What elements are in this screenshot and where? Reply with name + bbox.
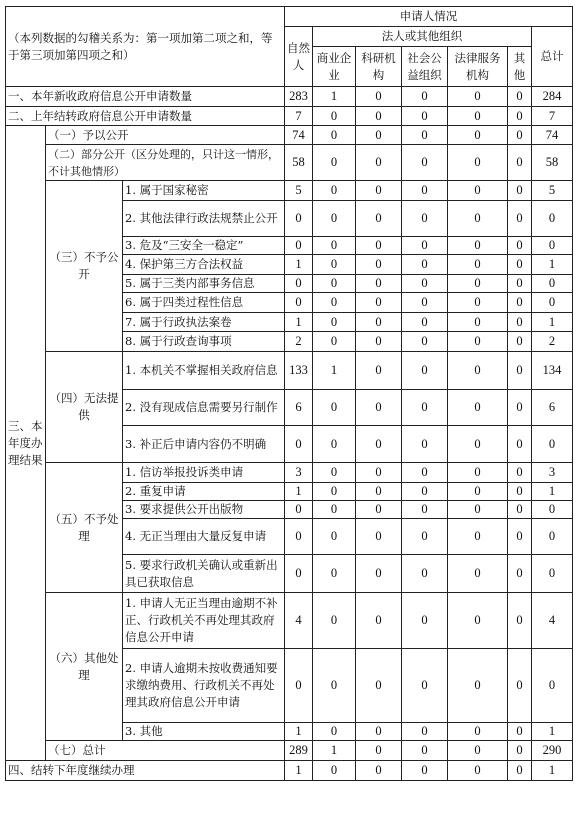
partial-disclosure-row — [6, 145, 573, 181]
value-cell: 0 — [402, 555, 448, 593]
value-cell: 1 — [532, 313, 573, 332]
value-cell: 0 — [356, 390, 402, 426]
value-cell: 0 — [508, 555, 532, 593]
value-cell: 0 — [356, 483, 402, 501]
value-cell: 0 — [313, 519, 356, 555]
natural-person-header: 自然人 — [285, 27, 313, 87]
value-cell: 0 — [402, 761, 448, 781]
value-cell: 0 — [356, 332, 402, 352]
value-cell: 0 — [356, 237, 402, 255]
value-cell: 58 — [285, 145, 313, 181]
value-cell: 0 — [448, 555, 508, 593]
value-cell: 0 — [285, 519, 313, 555]
value-cell: 74 — [532, 126, 573, 145]
value-cell: 58 — [532, 145, 573, 181]
value-cell: 0 — [402, 313, 448, 332]
value-cell: 0 — [402, 593, 448, 649]
item-label: 4. 无正当理由大量反复申请 — [123, 519, 285, 555]
value-cell: 1 — [313, 87, 356, 107]
item-label: 1. 属于国家秘密 — [123, 181, 285, 201]
value-cell: 0 — [448, 255, 508, 275]
row-label: （一）予以公开 — [46, 126, 285, 145]
value-cell: 0 — [313, 761, 356, 781]
value-cell: 1 — [285, 723, 313, 741]
item-label: 5. 属于三类内部事务信息 — [123, 275, 285, 293]
item-label: 3. 补正后申请内容仍不明确 — [123, 426, 285, 463]
item-label: 2. 其他法律行政法规禁止公开 — [123, 201, 285, 237]
value-cell: 1 — [285, 313, 313, 332]
value-cell: 0 — [448, 87, 508, 107]
g5-item-row — [6, 463, 573, 483]
value-cell: 0 — [448, 237, 508, 255]
value-cell: 0 — [356, 181, 402, 201]
value-cell: 0 — [402, 352, 448, 390]
value-cell: 0 — [356, 107, 402, 126]
value-cell: 0 — [313, 332, 356, 352]
value-cell: 0 — [313, 145, 356, 181]
value-cell: 0 — [356, 649, 402, 723]
row-label: 二、上年结转政府信息公开申请数量 — [6, 107, 285, 126]
value-cell: 0 — [448, 390, 508, 426]
value-cell: 0 — [448, 761, 508, 781]
value-cell: 0 — [448, 293, 508, 313]
value-cell: 0 — [356, 501, 402, 519]
value-cell: 0 — [402, 255, 448, 275]
g4-item-row — [6, 352, 573, 390]
value-cell: 0 — [356, 126, 402, 145]
value-cell: 0 — [313, 463, 356, 483]
value-cell: 0 — [508, 352, 532, 390]
value-cell: 0 — [508, 313, 532, 332]
value-cell: 0 — [356, 145, 402, 181]
value-cell: 1 — [532, 483, 573, 501]
value-cell: 0 — [448, 483, 508, 501]
value-cell: 0 — [356, 201, 402, 237]
item-label: 2. 重复申请 — [123, 483, 285, 501]
value-cell: 0 — [448, 501, 508, 519]
item-label: 1. 信访举报投诉类申请 — [123, 463, 285, 483]
value-cell: 1 — [285, 761, 313, 781]
value-cell: 0 — [508, 761, 532, 781]
item-label: 6. 属于四类过程性信息 — [123, 293, 285, 313]
value-cell: 0 — [285, 501, 313, 519]
total-row — [6, 741, 573, 761]
value-cell: 0 — [402, 332, 448, 352]
value-cell: 5 — [285, 181, 313, 201]
value-cell: 0 — [402, 237, 448, 255]
header-row-1 — [6, 7, 573, 27]
value-cell: 0 — [402, 107, 448, 126]
value-cell: 0 — [402, 501, 448, 519]
value-cell: 0 — [532, 555, 573, 593]
value-cell: 7 — [285, 107, 313, 126]
value-cell: 4 — [532, 593, 573, 649]
value-cell: 2 — [285, 332, 313, 352]
value-cell: 0 — [356, 519, 402, 555]
total-header: 总计 — [532, 27, 573, 87]
value-cell: 0 — [313, 275, 356, 293]
legal-service-org-header: 法律服务机构 — [448, 47, 508, 87]
section-3-label: 三、本年度办理结果 — [6, 126, 46, 761]
value-cell: 0 — [448, 593, 508, 649]
value-cell: 0 — [448, 145, 508, 181]
item-label: 3. 要求提供公开出版物 — [123, 501, 285, 519]
value-cell: 0 — [356, 275, 402, 293]
value-cell: 0 — [448, 723, 508, 741]
value-cell: 0 — [313, 255, 356, 275]
value-cell: 0 — [508, 649, 532, 723]
row-label: 一、本年新收政府信息公开申请数量 — [6, 87, 285, 107]
value-cell: 0 — [402, 201, 448, 237]
business-enterprise-header: 商业企业 — [313, 47, 356, 87]
value-cell: 0 — [532, 519, 573, 555]
value-cell: 0 — [285, 426, 313, 463]
value-cell: 0 — [508, 145, 532, 181]
value-cell: 0 — [285, 275, 313, 293]
group-label: （三）不予公开 — [46, 181, 123, 352]
value-cell: 0 — [508, 87, 532, 107]
row-label: （七）总计 — [46, 741, 285, 761]
value-cell: 0 — [313, 390, 356, 426]
value-cell: 0 — [508, 275, 532, 293]
item-label: 1. 本机关不掌握相关政府信息 — [123, 352, 285, 390]
carried-over-row — [6, 107, 573, 126]
value-cell: 0 — [356, 593, 402, 649]
value-cell: 1 — [285, 255, 313, 275]
value-cell: 0 — [448, 352, 508, 390]
public-welfare-org-header: 社会公益组织 — [402, 47, 448, 87]
value-cell: 0 — [448, 313, 508, 332]
value-cell: 0 — [402, 426, 448, 463]
value-cell: 0 — [402, 463, 448, 483]
value-cell: 0 — [508, 463, 532, 483]
item-label: 3. 其他 — [123, 723, 285, 741]
value-cell: 0 — [448, 201, 508, 237]
value-cell: 1 — [532, 723, 573, 741]
value-cell: 0 — [313, 555, 356, 593]
full-disclosure-row — [6, 126, 573, 145]
value-cell: 0 — [532, 426, 573, 463]
value-cell: 0 — [448, 275, 508, 293]
value-cell: 0 — [285, 649, 313, 723]
value-cell: 0 — [313, 483, 356, 501]
value-cell: 0 — [356, 723, 402, 741]
disclosure-statistics-table — [5, 6, 573, 781]
value-cell: 0 — [313, 723, 356, 741]
value-cell: 1 — [532, 255, 573, 275]
value-cell: 0 — [532, 237, 573, 255]
value-cell: 0 — [508, 107, 532, 126]
value-cell: 3 — [285, 463, 313, 483]
value-cell: 0 — [402, 483, 448, 501]
value-cell: 0 — [402, 126, 448, 145]
value-cell: 0 — [285, 555, 313, 593]
value-cell: 0 — [508, 126, 532, 145]
value-cell: 0 — [448, 426, 508, 463]
value-cell: 290 — [532, 741, 573, 761]
value-cell: 0 — [313, 181, 356, 201]
value-cell: 7 — [532, 107, 573, 126]
value-cell: 0 — [508, 201, 532, 237]
value-cell: 0 — [313, 501, 356, 519]
value-cell: 0 — [532, 649, 573, 723]
value-cell: 0 — [356, 741, 402, 761]
value-cell: 0 — [508, 593, 532, 649]
value-cell: 0 — [508, 741, 532, 761]
value-cell: 0 — [313, 126, 356, 145]
value-cell: 0 — [402, 390, 448, 426]
value-cell: 0 — [402, 741, 448, 761]
value-cell: 0 — [508, 519, 532, 555]
value-cell: 0 — [508, 723, 532, 741]
column-relation-note: （本列数据的勾稽关系为：第一项加第二项之和，等于第三项加第四项之和） — [6, 7, 285, 87]
value-cell: 0 — [402, 519, 448, 555]
group-label: （四）无法提供 — [46, 352, 123, 463]
value-cell: 4 — [285, 593, 313, 649]
item-label: 5. 要求行政机关确认或重新出具已获取信息 — [123, 555, 285, 593]
other-org-header: 其他 — [508, 47, 532, 87]
value-cell: 0 — [508, 501, 532, 519]
value-cell: 0 — [448, 519, 508, 555]
research-institution-header: 科研机构 — [356, 47, 402, 87]
item-label: 4. 保护第三方合法权益 — [123, 255, 285, 275]
value-cell: 0 — [508, 181, 532, 201]
item-label: 8. 属于行政查询事项 — [123, 332, 285, 352]
value-cell: 0 — [313, 201, 356, 237]
value-cell: 0 — [356, 426, 402, 463]
value-cell: 0 — [402, 87, 448, 107]
value-cell: 0 — [313, 237, 356, 255]
value-cell: 0 — [356, 87, 402, 107]
group-label: （五）不予处理 — [46, 463, 123, 593]
value-cell: 0 — [285, 237, 313, 255]
value-cell: 0 — [356, 255, 402, 275]
value-cell: 0 — [448, 741, 508, 761]
item-label: 3. 危及“三安全一稳定” — [123, 237, 285, 255]
value-cell: 1 — [532, 761, 573, 781]
value-cell: 0 — [508, 293, 532, 313]
value-cell: 0 — [508, 255, 532, 275]
value-cell: 6 — [532, 390, 573, 426]
value-cell: 0 — [313, 593, 356, 649]
value-cell: 289 — [285, 741, 313, 761]
value-cell: 1 — [285, 483, 313, 501]
value-cell: 134 — [532, 352, 573, 390]
value-cell: 0 — [532, 501, 573, 519]
value-cell: 2 — [532, 332, 573, 352]
item-label: 2. 申请人逾期未按收费通知要求缴纳费用、行政机关不再处理其政府信息公开申请 — [123, 649, 285, 723]
value-cell: 0 — [448, 126, 508, 145]
value-cell: 0 — [356, 352, 402, 390]
g6-item-row — [6, 593, 573, 649]
value-cell: 0 — [448, 332, 508, 352]
value-cell: 0 — [313, 107, 356, 126]
value-cell: 3 — [532, 463, 573, 483]
value-cell: 0 — [402, 293, 448, 313]
value-cell: 1 — [313, 741, 356, 761]
value-cell: 0 — [402, 275, 448, 293]
value-cell: 0 — [356, 761, 402, 781]
value-cell: 0 — [508, 332, 532, 352]
item-label: 7. 属于行政执法案卷 — [123, 313, 285, 332]
value-cell: 0 — [532, 201, 573, 237]
value-cell: 0 — [402, 723, 448, 741]
value-cell: 0 — [402, 145, 448, 181]
group-label: （六）其他处理 — [46, 593, 123, 741]
value-cell: 133 — [285, 352, 313, 390]
value-cell: 0 — [285, 201, 313, 237]
new-applications-row — [6, 87, 573, 107]
value-cell: 0 — [313, 313, 356, 332]
value-cell: 0 — [313, 293, 356, 313]
value-cell: 6 — [285, 390, 313, 426]
value-cell: 0 — [402, 649, 448, 723]
value-cell: 0 — [508, 483, 532, 501]
value-cell: 0 — [448, 107, 508, 126]
value-cell: 74 — [285, 126, 313, 145]
value-cell: 0 — [508, 390, 532, 426]
carry-forward-row — [6, 761, 573, 781]
value-cell: 0 — [448, 649, 508, 723]
value-cell: 0 — [356, 293, 402, 313]
value-cell: 0 — [448, 181, 508, 201]
row-label: （二）部分公开（区分处理的，只计这一情形，不计其他情形） — [46, 145, 285, 181]
value-cell: 284 — [532, 87, 573, 107]
value-cell: 0 — [313, 426, 356, 463]
item-label: 2. 没有现成信息需要另行制作 — [123, 390, 285, 426]
value-cell: 0 — [402, 181, 448, 201]
legal-group-header: 法人或其他组织 — [313, 27, 532, 47]
applicant-header: 申请人情况 — [285, 7, 573, 27]
value-cell: 0 — [508, 426, 532, 463]
value-cell: 0 — [356, 463, 402, 483]
value-cell: 0 — [285, 293, 313, 313]
value-cell: 0 — [448, 463, 508, 483]
row-label: 四、结转下年度继续办理 — [6, 761, 285, 781]
value-cell: 0 — [508, 237, 532, 255]
value-cell: 0 — [356, 313, 402, 332]
value-cell: 5 — [532, 181, 573, 201]
value-cell: 1 — [313, 352, 356, 390]
value-cell: 0 — [313, 649, 356, 723]
value-cell: 283 — [285, 87, 313, 107]
value-cell: 0 — [356, 555, 402, 593]
item-label: 1. 申请人无正当理由逾期不补正、行政机关不再处理其政府信息公开申请 — [123, 593, 285, 649]
g3-item-row — [6, 181, 573, 201]
value-cell: 0 — [532, 275, 573, 293]
value-cell: 0 — [532, 293, 573, 313]
